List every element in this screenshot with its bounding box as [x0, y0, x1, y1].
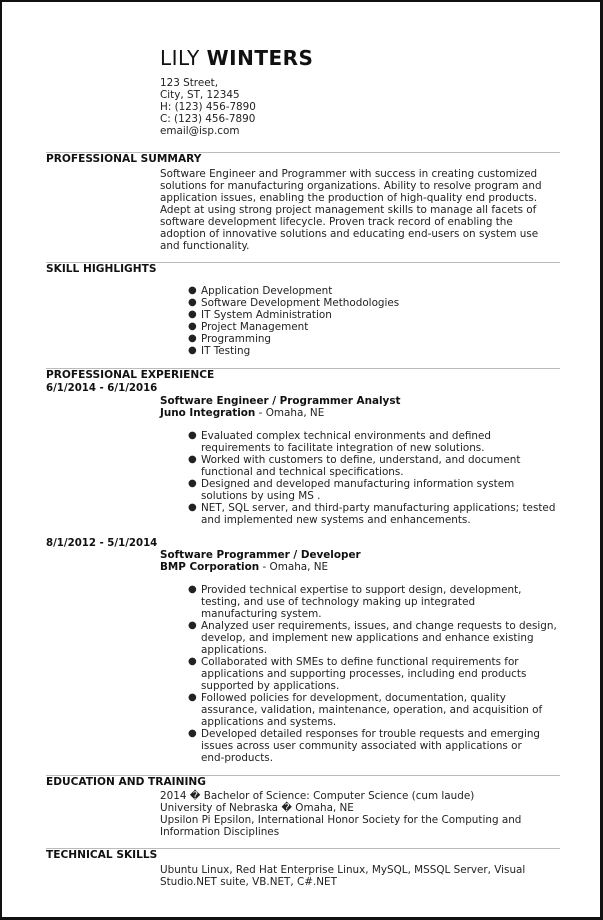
job-location: - Omaha, NE [255, 407, 325, 419]
summary-heading: PROFESSIONAL SUMMARY [46, 153, 202, 165]
address-line: 123 Street, [160, 77, 219, 89]
bullet-line: Worked with customers to define, understand, and document [201, 454, 521, 466]
contact-block [160, 77, 256, 137]
skill-item [188, 345, 560, 357]
bullet-line: supported by applications. [201, 680, 340, 692]
skill-label: Project Management [201, 321, 309, 333]
bullet-line: applications and supporting processes, including end products [201, 668, 527, 680]
bullet-icon: ● [188, 656, 197, 667]
bullet-icon: ● [188, 321, 197, 332]
job-bullets [188, 430, 560, 526]
bullet-icon: ● [188, 728, 197, 739]
city-line: City, ST, 12345 [160, 89, 240, 101]
bullet-icon: ● [188, 502, 197, 513]
job-bullet [188, 454, 560, 478]
skill-item [188, 297, 560, 309]
summary-line: Software Engineer and Programmer with success in creating customized [160, 168, 538, 180]
bullet-icon: ● [188, 620, 197, 631]
skills-heading: SKILL HIGHLIGHTS [46, 263, 157, 275]
bullet-line: Designed and developed manufacturing information system [201, 478, 515, 490]
job-bullet [188, 478, 560, 502]
summary-text [160, 168, 552, 252]
summary-line: adoption of innovative solutions and educating end-users on system use [160, 228, 539, 240]
skill-item [188, 309, 560, 321]
job-dates: 8/1/2012 - 5/1/2014 [46, 538, 158, 549]
cell-phone: C: (123) 456-7890 [160, 113, 256, 125]
education-heading: EDUCATION AND TRAINING [46, 776, 206, 788]
company-name: BMP Corporation [160, 561, 260, 573]
summary-line: software development lifecycle. Proven track record of enabling the [160, 216, 513, 228]
bullet-line: develop, and implement new applications and enhance existing [201, 632, 534, 644]
job-org [160, 561, 361, 573]
bullet-line: Analyzed user requirements, issues, and change requests to design, [201, 620, 557, 632]
candidate-name [160, 46, 313, 70]
bullet-icon: ● [188, 454, 197, 465]
bullet-icon: ● [188, 333, 197, 344]
job-dates: 6/1/2014 - 6/1/2016 [46, 383, 158, 394]
bullet-line: requirements to facilitate integration of new solutions. [201, 442, 485, 454]
bullet-icon: ● [188, 297, 197, 308]
job-bullet [188, 430, 560, 454]
technical-heading: TECHNICAL SKILLS [46, 849, 158, 861]
education-line: Upsilon Pi Epsilon, International Honor Society for the Computing and [160, 814, 522, 826]
summary-line: solutions for manufacturing organizations. Ability to resolve program and [160, 180, 542, 192]
bullet-line: issues across user community associated with applications or [201, 740, 522, 752]
job-bullet [188, 728, 560, 764]
skill-item [188, 321, 560, 333]
technical-line: Studio.NET suite, VB.NET, C#.NET [160, 876, 337, 888]
company-name: Juno Integration [160, 407, 256, 419]
technical-line: Ubuntu Linux, Red Hat Enterprise Linux, MySQL, MSSQL Server, Visual [160, 864, 526, 876]
bullet-line: end-products. [201, 752, 274, 764]
bullet-line: and implemented new systems and enhancements. [201, 514, 471, 526]
job-bullets [188, 584, 560, 764]
skill-label: IT System Administration [201, 309, 332, 321]
technical-block [160, 864, 552, 888]
bullet-icon: ● [188, 584, 197, 595]
bullet-line: manufacturing system. [201, 608, 322, 620]
bullet-line: NET, SQL server, and third-party manufacturing applications; tested [201, 502, 556, 514]
job-header [160, 549, 361, 573]
job-title: Software Engineer / Programmer Analyst [160, 395, 401, 407]
bullet-line: Collaborated with SMEs to define functional requirements for [201, 656, 519, 668]
experience-heading: PROFESSIONAL EXPERIENCE [46, 369, 215, 381]
skills-list [188, 285, 560, 357]
job-header [160, 395, 400, 419]
skill-label: Software Development Methodologies [201, 297, 400, 309]
home-phone: H: (123) 456-7890 [160, 101, 256, 113]
bullet-line: Provided technical expertise to support design, development, [201, 584, 522, 596]
job-location: - Omaha, NE [259, 561, 329, 573]
job-bullet [188, 620, 560, 656]
bullet-icon: ● [188, 478, 197, 489]
bullet-icon: ● [188, 345, 197, 356]
skill-label: IT Testing [201, 345, 251, 357]
bullet-icon: ● [188, 430, 197, 441]
job-bullet [188, 502, 560, 526]
first-name: LILY [160, 46, 200, 70]
bullet-line: Followed policies for development, documentation, quality [201, 692, 506, 704]
skill-item [188, 285, 560, 297]
education-line: University of Nebraska � Omaha, NE [160, 802, 354, 814]
bullet-line: solutions by using MS . [201, 490, 321, 502]
job-bullet [188, 692, 560, 728]
education-block [160, 790, 552, 838]
skill-item [188, 333, 560, 345]
skill-label: Programming [201, 333, 272, 345]
summary-line: and functionality. [160, 240, 250, 252]
bullet-line: Developed detailed responses for trouble requests and emerging [201, 728, 541, 740]
job-title: Software Programmer / Developer [160, 549, 361, 561]
education-line: Information Disciplines [160, 826, 280, 838]
bullet-icon: ● [188, 309, 197, 320]
summary-line: Adept at using strong project management skills to manage all facets of [160, 204, 537, 216]
bullet-line: testing, and use of technology making up integrated [201, 596, 476, 608]
bullet-line: Evaluated complex technical environments and defined [201, 430, 491, 442]
bullet-line: assurance, validation, maintenance, operation, and acquisition of [201, 704, 543, 716]
job-bullet [188, 584, 560, 620]
email: email@isp.com [160, 125, 240, 137]
bullet-line: applications. [201, 644, 268, 656]
education-line: 2014 � Bachelor of Science: Computer Science (cum laude) [160, 790, 475, 802]
job-org [160, 407, 400, 419]
bullet-line: applications and systems. [201, 716, 337, 728]
bullet-line: functional and technical specifications. [201, 466, 404, 478]
last-name: WINTERS [206, 46, 314, 70]
bullet-icon: ● [188, 285, 197, 296]
bullet-icon: ● [188, 692, 197, 703]
job-bullet [188, 656, 560, 692]
summary-line: application issues, enabling the production of high-quality end products. [160, 192, 538, 204]
skill-label: Application Development [201, 285, 333, 297]
